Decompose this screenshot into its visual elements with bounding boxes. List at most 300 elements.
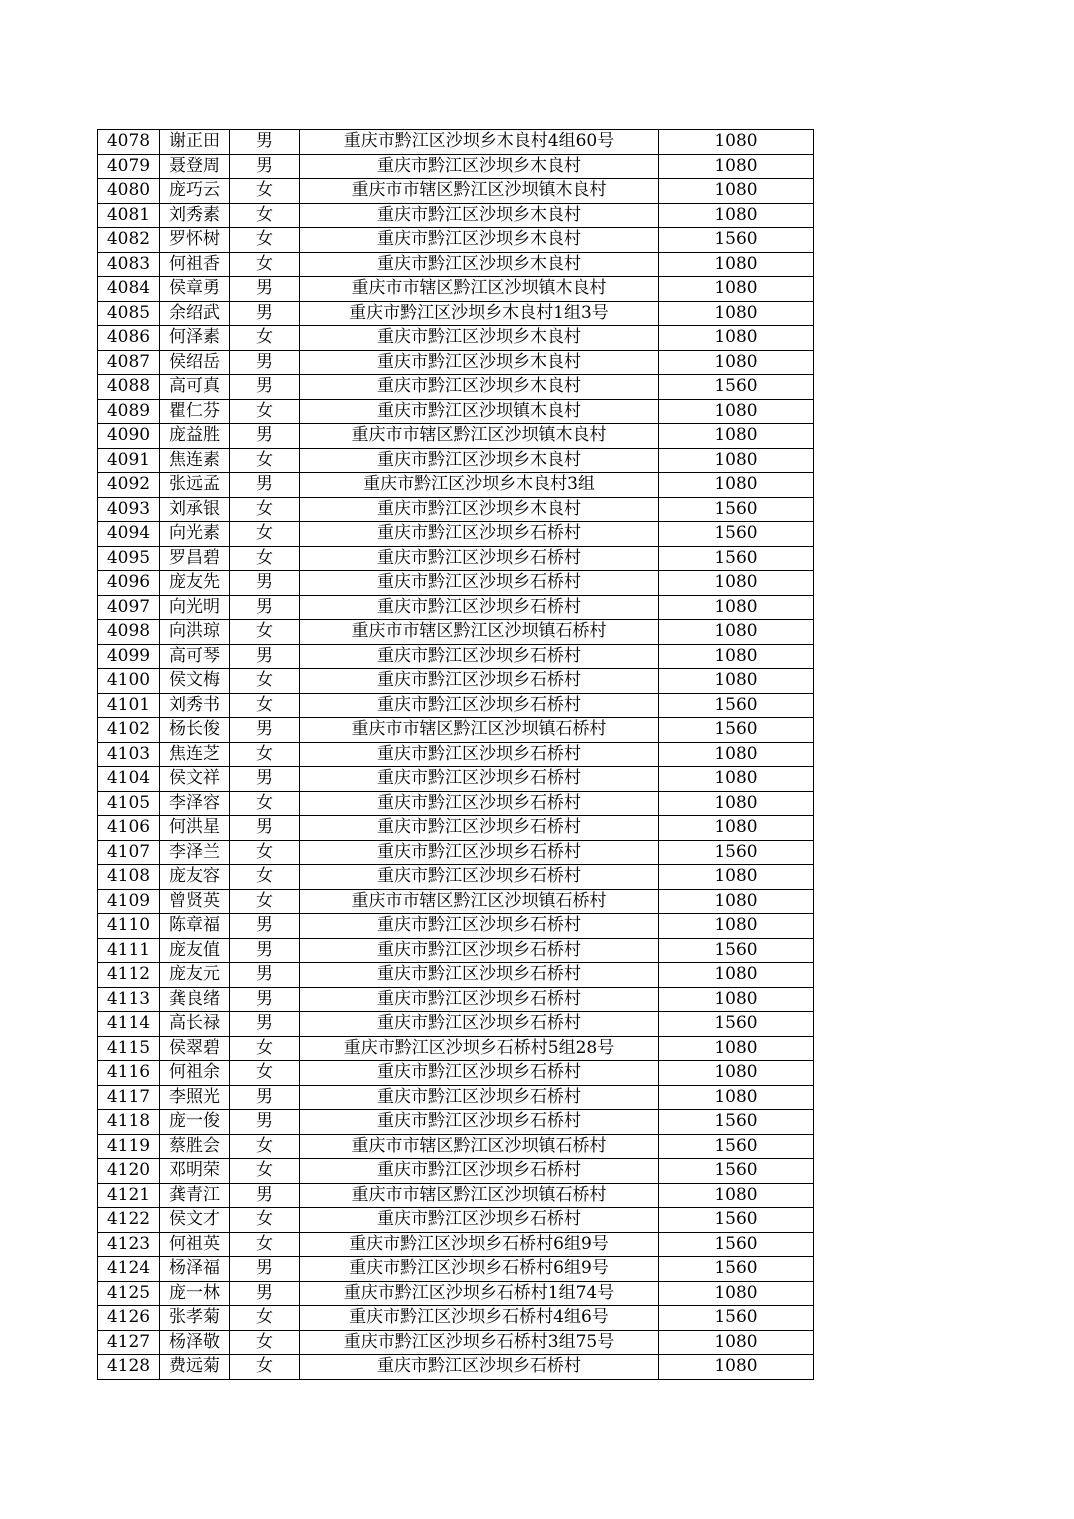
cell-gender: 女 xyxy=(230,1159,300,1184)
cell-address: 重庆市黔江区沙坝乡石桥村 xyxy=(300,595,659,620)
cell-name: 庞友先 xyxy=(160,571,230,596)
cell-address: 重庆市黔江区沙坝乡石桥村 xyxy=(300,644,659,669)
cell-gender: 男 xyxy=(230,938,300,963)
cell-gender: 男 xyxy=(230,816,300,841)
table-row xyxy=(98,179,814,204)
table-row xyxy=(98,742,814,767)
cell-name: 曾贤英 xyxy=(160,889,230,914)
cell-name: 龚良绪 xyxy=(160,987,230,1012)
cell-id: 4103 xyxy=(98,742,160,767)
cell-address: 重庆市黔江区沙坝乡石桥村 xyxy=(300,865,659,890)
cell-amount: 1080 xyxy=(659,179,814,204)
cell-amount: 1080 xyxy=(659,1061,814,1086)
cell-gender: 女 xyxy=(230,1208,300,1233)
cell-address: 重庆市黔江区沙坝乡石桥村 xyxy=(300,1085,659,1110)
cell-address: 重庆市黔江区沙坝乡木良村 xyxy=(300,497,659,522)
cell-id: 4082 xyxy=(98,228,160,253)
table-row xyxy=(98,203,814,228)
cell-id: 4099 xyxy=(98,644,160,669)
cell-amount: 1080 xyxy=(659,130,814,155)
cell-amount: 1080 xyxy=(659,571,814,596)
table-body xyxy=(98,130,814,1380)
table-row xyxy=(98,1159,814,1184)
table-row xyxy=(98,1036,814,1061)
table-row xyxy=(98,375,814,400)
cell-gender: 女 xyxy=(230,203,300,228)
cell-gender: 男 xyxy=(230,963,300,988)
cell-id: 4121 xyxy=(98,1183,160,1208)
cell-name: 邓明荣 xyxy=(160,1159,230,1184)
cell-address: 重庆市黔江区沙坝乡石桥村 xyxy=(300,767,659,792)
table-row xyxy=(98,693,814,718)
table-row xyxy=(98,644,814,669)
cell-id: 4119 xyxy=(98,1134,160,1159)
cell-gender: 男 xyxy=(230,1183,300,1208)
cell-id: 4100 xyxy=(98,669,160,694)
cell-amount: 1080 xyxy=(659,914,814,939)
table-row xyxy=(98,350,814,375)
cell-name: 高长禄 xyxy=(160,1012,230,1037)
cell-name: 瞿仁芬 xyxy=(160,399,230,424)
cell-gender: 女 xyxy=(230,326,300,351)
cell-gender: 男 xyxy=(230,130,300,155)
cell-gender: 男 xyxy=(230,595,300,620)
cell-gender: 女 xyxy=(230,791,300,816)
cell-gender: 女 xyxy=(230,1355,300,1380)
cell-id: 4084 xyxy=(98,277,160,302)
cell-amount: 1080 xyxy=(659,203,814,228)
cell-name: 向洪琼 xyxy=(160,620,230,645)
cell-gender: 男 xyxy=(230,1281,300,1306)
cell-name: 庞益胜 xyxy=(160,424,230,449)
table-row xyxy=(98,914,814,939)
cell-name: 庞友值 xyxy=(160,938,230,963)
table-row xyxy=(98,154,814,179)
cell-address: 重庆市市辖区黔江区沙坝镇石桥村 xyxy=(300,1134,659,1159)
cell-name: 陈章福 xyxy=(160,914,230,939)
cell-amount: 1080 xyxy=(659,350,814,375)
cell-address: 重庆市黔江区沙坝乡木良村 xyxy=(300,203,659,228)
cell-id: 4087 xyxy=(98,350,160,375)
cell-address: 重庆市黔江区沙坝乡木良村4组60号 xyxy=(300,130,659,155)
cell-amount: 1560 xyxy=(659,718,814,743)
cell-address: 重庆市黔江区沙坝乡石桥村4组6号 xyxy=(300,1306,659,1331)
cell-amount: 1560 xyxy=(659,375,814,400)
cell-address: 重庆市市辖区黔江区沙坝镇石桥村 xyxy=(300,620,659,645)
cell-amount: 1560 xyxy=(659,546,814,571)
table-row xyxy=(98,252,814,277)
cell-id: 4080 xyxy=(98,179,160,204)
table-row xyxy=(98,326,814,351)
cell-address: 重庆市黔江区沙坝乡石桥村 xyxy=(300,816,659,841)
cell-id: 4092 xyxy=(98,473,160,498)
cell-address: 重庆市黔江区沙坝乡石桥村 xyxy=(300,669,659,694)
cell-address: 重庆市市辖区黔江区沙坝镇石桥村 xyxy=(300,1183,659,1208)
cell-amount: 1080 xyxy=(659,669,814,694)
cell-gender: 男 xyxy=(230,154,300,179)
table-row xyxy=(98,522,814,547)
cell-address: 重庆市黔江区沙坝乡石桥村 xyxy=(300,914,659,939)
cell-id: 4110 xyxy=(98,914,160,939)
cell-gender: 男 xyxy=(230,1012,300,1037)
cell-address: 重庆市黔江区沙坝乡石桥村 xyxy=(300,1355,659,1380)
cell-name: 杨泽福 xyxy=(160,1257,230,1282)
cell-address: 重庆市黔江区沙坝乡石桥村 xyxy=(300,522,659,547)
cell-gender: 女 xyxy=(230,865,300,890)
cell-amount: 1080 xyxy=(659,1330,814,1355)
cell-id: 4098 xyxy=(98,620,160,645)
cell-address: 重庆市黔江区沙坝乡木良村3组 xyxy=(300,473,659,498)
cell-gender: 男 xyxy=(230,1110,300,1135)
cell-name: 谢正田 xyxy=(160,130,230,155)
cell-address: 重庆市黔江区沙坝乡木良村 xyxy=(300,448,659,473)
cell-id: 4117 xyxy=(98,1085,160,1110)
cell-amount: 1080 xyxy=(659,154,814,179)
cell-amount: 1560 xyxy=(659,1012,814,1037)
cell-address: 重庆市黔江区沙坝乡石桥村 xyxy=(300,1061,659,1086)
table-row xyxy=(98,1061,814,1086)
cell-address: 重庆市黔江区沙坝乡石桥村 xyxy=(300,963,659,988)
cell-name: 庞友容 xyxy=(160,865,230,890)
cell-id: 4115 xyxy=(98,1036,160,1061)
cell-id: 4125 xyxy=(98,1281,160,1306)
table-row xyxy=(98,571,814,596)
cell-amount: 1080 xyxy=(659,1355,814,1380)
cell-id: 4091 xyxy=(98,448,160,473)
cell-gender: 女 xyxy=(230,889,300,914)
cell-id: 4127 xyxy=(98,1330,160,1355)
cell-gender: 男 xyxy=(230,1257,300,1282)
cell-address: 重庆市黔江区沙坝乡石桥村6组9号 xyxy=(300,1257,659,1282)
cell-name: 杨泽敬 xyxy=(160,1330,230,1355)
table-row xyxy=(98,399,814,424)
cell-name: 庞友元 xyxy=(160,963,230,988)
table-row xyxy=(98,1134,814,1159)
cell-gender: 男 xyxy=(230,424,300,449)
cell-gender: 女 xyxy=(230,448,300,473)
cell-id: 4112 xyxy=(98,963,160,988)
cell-name: 侯章勇 xyxy=(160,277,230,302)
cell-gender: 女 xyxy=(230,546,300,571)
cell-gender: 女 xyxy=(230,620,300,645)
table-row xyxy=(98,1183,814,1208)
cell-gender: 男 xyxy=(230,473,300,498)
cell-id: 4078 xyxy=(98,130,160,155)
cell-amount: 1080 xyxy=(659,767,814,792)
cell-id: 4114 xyxy=(98,1012,160,1037)
table-row xyxy=(98,595,814,620)
cell-id: 4089 xyxy=(98,399,160,424)
cell-name: 龚青江 xyxy=(160,1183,230,1208)
cell-gender: 男 xyxy=(230,350,300,375)
cell-address: 重庆市黔江区沙坝乡石桥村 xyxy=(300,1110,659,1135)
cell-name: 杨长俊 xyxy=(160,718,230,743)
cell-address: 重庆市黔江区沙坝乡石桥村 xyxy=(300,546,659,571)
cell-id: 4123 xyxy=(98,1232,160,1257)
cell-id: 4109 xyxy=(98,889,160,914)
cell-id: 4097 xyxy=(98,595,160,620)
cell-address: 重庆市黔江区沙坝乡石桥村3组75号 xyxy=(300,1330,659,1355)
cell-gender: 女 xyxy=(230,252,300,277)
cell-id: 4096 xyxy=(98,571,160,596)
cell-gender: 男 xyxy=(230,987,300,1012)
cell-address: 重庆市黔江区沙坝乡木良村 xyxy=(300,154,659,179)
cell-gender: 男 xyxy=(230,1085,300,1110)
cell-amount: 1080 xyxy=(659,816,814,841)
cell-gender: 男 xyxy=(230,571,300,596)
cell-address: 重庆市黔江区沙坝镇木良村 xyxy=(300,399,659,424)
table-row xyxy=(98,1257,814,1282)
cell-name: 李泽兰 xyxy=(160,840,230,865)
cell-address: 重庆市黔江区沙坝乡木良村 xyxy=(300,326,659,351)
cell-amount: 1080 xyxy=(659,644,814,669)
cell-amount: 1080 xyxy=(659,620,814,645)
cell-address: 重庆市市辖区黔江区沙坝镇木良村 xyxy=(300,277,659,302)
cell-amount: 1080 xyxy=(659,742,814,767)
table-row xyxy=(98,1355,814,1380)
table-row xyxy=(98,718,814,743)
cell-address: 重庆市黔江区沙坝乡石桥村 xyxy=(300,742,659,767)
cell-id: 4108 xyxy=(98,865,160,890)
cell-id: 4081 xyxy=(98,203,160,228)
cell-address: 重庆市黔江区沙坝乡石桥村5组28号 xyxy=(300,1036,659,1061)
cell-name: 焦连素 xyxy=(160,448,230,473)
cell-gender: 男 xyxy=(230,277,300,302)
cell-address: 重庆市黔江区沙坝乡石桥村 xyxy=(300,571,659,596)
table-row xyxy=(98,620,814,645)
cell-id: 4094 xyxy=(98,522,160,547)
table-row xyxy=(98,277,814,302)
cell-amount: 1560 xyxy=(659,1110,814,1135)
cell-gender: 女 xyxy=(230,1134,300,1159)
table-row xyxy=(98,497,814,522)
table-row xyxy=(98,865,814,890)
cell-gender: 女 xyxy=(230,1061,300,1086)
cell-name: 蔡胜会 xyxy=(160,1134,230,1159)
cell-gender: 男 xyxy=(230,767,300,792)
table-row xyxy=(98,448,814,473)
cell-id: 4116 xyxy=(98,1061,160,1086)
cell-id: 4113 xyxy=(98,987,160,1012)
cell-id: 4118 xyxy=(98,1110,160,1135)
cell-gender: 女 xyxy=(230,228,300,253)
cell-id: 4079 xyxy=(98,154,160,179)
cell-name: 罗怀树 xyxy=(160,228,230,253)
cell-gender: 女 xyxy=(230,669,300,694)
cell-id: 4102 xyxy=(98,718,160,743)
cell-id: 4101 xyxy=(98,693,160,718)
cell-amount: 1080 xyxy=(659,865,814,890)
cell-id: 4088 xyxy=(98,375,160,400)
cell-name: 高可真 xyxy=(160,375,230,400)
cell-amount: 1080 xyxy=(659,399,814,424)
cell-amount: 1080 xyxy=(659,277,814,302)
table-row xyxy=(98,791,814,816)
cell-gender: 女 xyxy=(230,1036,300,1061)
cell-address: 重庆市黔江区沙坝乡石桥村1组74号 xyxy=(300,1281,659,1306)
cell-id: 4104 xyxy=(98,767,160,792)
cell-id: 4128 xyxy=(98,1355,160,1380)
cell-name: 费远菊 xyxy=(160,1355,230,1380)
cell-name: 刘秀素 xyxy=(160,203,230,228)
cell-amount: 1560 xyxy=(659,228,814,253)
cell-id: 4090 xyxy=(98,424,160,449)
cell-address: 重庆市黔江区沙坝乡石桥村6组9号 xyxy=(300,1232,659,1257)
table-row xyxy=(98,1208,814,1233)
cell-gender: 男 xyxy=(230,375,300,400)
cell-name: 侯文才 xyxy=(160,1208,230,1233)
cell-amount: 1080 xyxy=(659,1036,814,1061)
cell-name: 焦连芝 xyxy=(160,742,230,767)
cell-id: 4095 xyxy=(98,546,160,571)
table-row xyxy=(98,669,814,694)
cell-name: 张远孟 xyxy=(160,473,230,498)
table-row xyxy=(98,889,814,914)
cell-gender: 男 xyxy=(230,718,300,743)
cell-address: 重庆市黔江区沙坝乡石桥村 xyxy=(300,1012,659,1037)
cell-gender: 女 xyxy=(230,179,300,204)
cell-address: 重庆市黔江区沙坝乡木良村1组3号 xyxy=(300,301,659,326)
cell-amount: 1080 xyxy=(659,252,814,277)
cell-address: 重庆市市辖区黔江区沙坝镇石桥村 xyxy=(300,889,659,914)
cell-address: 重庆市黔江区沙坝乡石桥村 xyxy=(300,938,659,963)
table-row xyxy=(98,473,814,498)
cell-id: 4083 xyxy=(98,252,160,277)
cell-amount: 1080 xyxy=(659,963,814,988)
cell-name: 向光明 xyxy=(160,595,230,620)
cell-id: 4093 xyxy=(98,497,160,522)
cell-amount: 1080 xyxy=(659,987,814,1012)
cell-name: 侯绍岳 xyxy=(160,350,230,375)
cell-name: 聂登周 xyxy=(160,154,230,179)
cell-name: 李照光 xyxy=(160,1085,230,1110)
cell-gender: 女 xyxy=(230,399,300,424)
cell-address: 重庆市黔江区沙坝乡石桥村 xyxy=(300,1159,659,1184)
cell-amount: 1560 xyxy=(659,693,814,718)
cell-name: 庞一俊 xyxy=(160,1110,230,1135)
cell-amount: 1560 xyxy=(659,938,814,963)
cell-amount: 1560 xyxy=(659,1306,814,1331)
cell-name: 张孝菊 xyxy=(160,1306,230,1331)
cell-id: 4124 xyxy=(98,1257,160,1282)
cell-id: 4120 xyxy=(98,1159,160,1184)
cell-name: 侯文梅 xyxy=(160,669,230,694)
cell-name: 刘承银 xyxy=(160,497,230,522)
cell-amount: 1560 xyxy=(659,497,814,522)
cell-amount: 1560 xyxy=(659,522,814,547)
cell-amount: 1080 xyxy=(659,448,814,473)
table-row xyxy=(98,987,814,1012)
table-row xyxy=(98,301,814,326)
table-row xyxy=(98,816,814,841)
cell-id: 4105 xyxy=(98,791,160,816)
cell-gender: 女 xyxy=(230,497,300,522)
cell-name: 何祖英 xyxy=(160,1232,230,1257)
table-row xyxy=(98,424,814,449)
cell-address: 重庆市黔江区沙坝乡木良村 xyxy=(300,252,659,277)
cell-amount: 1080 xyxy=(659,595,814,620)
cell-amount: 1560 xyxy=(659,1257,814,1282)
cell-amount: 1080 xyxy=(659,1281,814,1306)
cell-name: 罗昌碧 xyxy=(160,546,230,571)
cell-address: 重庆市黔江区沙坝乡石桥村 xyxy=(300,840,659,865)
cell-name: 侯翠碧 xyxy=(160,1036,230,1061)
cell-amount: 1560 xyxy=(659,1208,814,1233)
cell-gender: 男 xyxy=(230,914,300,939)
table-row xyxy=(98,963,814,988)
cell-gender: 女 xyxy=(230,1330,300,1355)
cell-amount: 1080 xyxy=(659,791,814,816)
cell-name: 何洪星 xyxy=(160,816,230,841)
cell-amount: 1080 xyxy=(659,1183,814,1208)
table-row xyxy=(98,130,814,155)
cell-name: 高可琴 xyxy=(160,644,230,669)
cell-amount: 1080 xyxy=(659,424,814,449)
cell-gender: 男 xyxy=(230,644,300,669)
cell-address: 重庆市黔江区沙坝乡木良村 xyxy=(300,350,659,375)
cell-gender: 女 xyxy=(230,742,300,767)
cell-id: 4085 xyxy=(98,301,160,326)
cell-gender: 女 xyxy=(230,840,300,865)
cell-name: 侯文祥 xyxy=(160,767,230,792)
cell-gender: 男 xyxy=(230,301,300,326)
table-row xyxy=(98,1306,814,1331)
cell-gender: 女 xyxy=(230,693,300,718)
cell-amount: 1560 xyxy=(659,840,814,865)
cell-name: 李泽容 xyxy=(160,791,230,816)
cell-name: 刘秀书 xyxy=(160,693,230,718)
cell-name: 向光素 xyxy=(160,522,230,547)
cell-name: 庞巧云 xyxy=(160,179,230,204)
cell-address: 重庆市市辖区黔江区沙坝镇石桥村 xyxy=(300,718,659,743)
cell-address: 重庆市黔江区沙坝乡石桥村 xyxy=(300,791,659,816)
cell-amount: 1080 xyxy=(659,889,814,914)
cell-name: 余绍武 xyxy=(160,301,230,326)
cell-gender: 女 xyxy=(230,1306,300,1331)
table-row xyxy=(98,1232,814,1257)
table-row xyxy=(98,938,814,963)
cell-gender: 女 xyxy=(230,522,300,547)
cell-address: 重庆市市辖区黔江区沙坝镇木良村 xyxy=(300,179,659,204)
table-row xyxy=(98,767,814,792)
table-row xyxy=(98,1110,814,1135)
cell-gender: 女 xyxy=(230,1232,300,1257)
cell-id: 4111 xyxy=(98,938,160,963)
cell-name: 何祖香 xyxy=(160,252,230,277)
cell-amount: 1080 xyxy=(659,1085,814,1110)
cell-amount: 1560 xyxy=(659,1134,814,1159)
cell-address: 重庆市黔江区沙坝乡石桥村 xyxy=(300,693,659,718)
table-row xyxy=(98,1281,814,1306)
table-row xyxy=(98,1012,814,1037)
cell-amount: 1560 xyxy=(659,1232,814,1257)
cell-name: 何泽素 xyxy=(160,326,230,351)
cell-id: 4107 xyxy=(98,840,160,865)
data-table xyxy=(97,129,814,1380)
cell-name: 何祖余 xyxy=(160,1061,230,1086)
cell-address: 重庆市市辖区黔江区沙坝镇木良村 xyxy=(300,424,659,449)
table-row xyxy=(98,228,814,253)
cell-id: 4122 xyxy=(98,1208,160,1233)
cell-amount: 1080 xyxy=(659,301,814,326)
cell-amount: 1080 xyxy=(659,473,814,498)
cell-address: 重庆市黔江区沙坝乡木良村 xyxy=(300,375,659,400)
table-row xyxy=(98,1330,814,1355)
cell-id: 4106 xyxy=(98,816,160,841)
table-row xyxy=(98,840,814,865)
table-row xyxy=(98,1085,814,1110)
cell-address: 重庆市黔江区沙坝乡石桥村 xyxy=(300,987,659,1012)
